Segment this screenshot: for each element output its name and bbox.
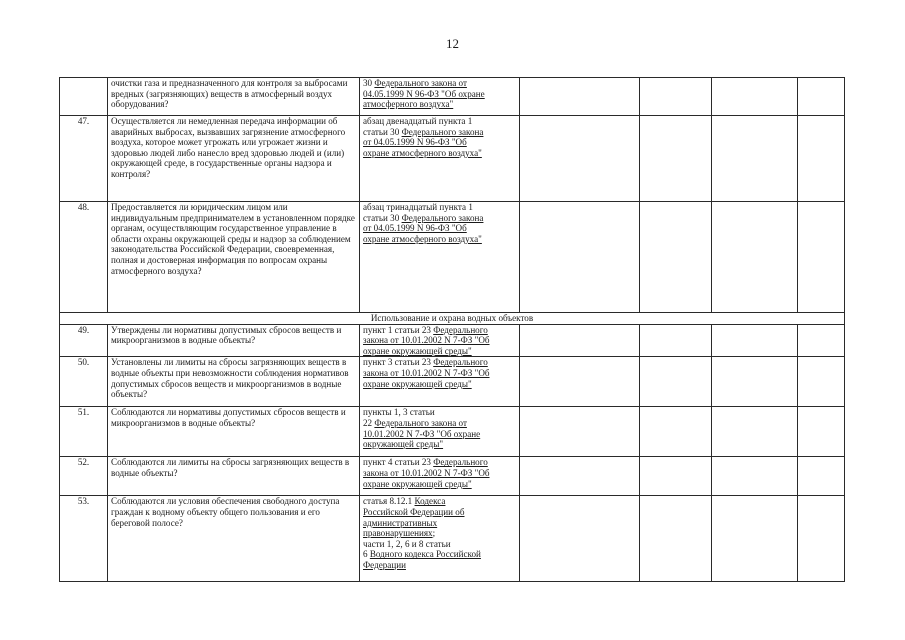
empty-cell bbox=[712, 457, 798, 496]
table-row bbox=[60, 324, 845, 357]
reference-line bbox=[363, 346, 516, 357]
reference-line bbox=[363, 518, 516, 529]
empty-cell bbox=[712, 202, 798, 313]
law-link[interactable]: правонарушениях bbox=[363, 528, 433, 539]
reference-text: пункт 4 статьи 23 bbox=[363, 457, 434, 468]
reference-text: части 1, 2, 6 и 8 статьи bbox=[363, 538, 451, 549]
empty-cell bbox=[798, 496, 845, 582]
reference-text: пункт 1 статьи 23 bbox=[363, 324, 434, 335]
empty-cell bbox=[798, 116, 845, 202]
empty-cell bbox=[520, 202, 640, 313]
table-row bbox=[60, 496, 845, 582]
law-link[interactable]: Федерального закона от bbox=[374, 417, 467, 428]
law-link[interactable]: Водного кодекса Российской bbox=[369, 549, 481, 560]
law-link[interactable]: закона от 10.01.2002 N 7-ФЗ "Об bbox=[363, 367, 490, 378]
law-link[interactable]: Федерального закона bbox=[401, 126, 484, 137]
table-row bbox=[60, 78, 845, 116]
requirement-question: Предоставляется ли юридическим лицом или индивидуальным предпринимателем в установленном порядке органам, осуществляющим государственное управление в области охраны окружающей среды и надзор за соблюдением законодательства Российской Федерации, своевременная, полная и достоверная информация по вопросам охраны атмосферного воздуха? bbox=[108, 202, 360, 313]
reference-line bbox=[363, 507, 516, 518]
reference-text: пункты 1, 3 статьи bbox=[363, 407, 435, 418]
reference-line bbox=[363, 234, 516, 245]
empty-cell bbox=[520, 496, 640, 582]
empty-cell bbox=[520, 357, 640, 407]
law-link[interactable]: Российской Федерации об bbox=[363, 506, 465, 517]
item-number: 53. bbox=[60, 496, 108, 582]
empty-cell bbox=[640, 324, 712, 357]
requirement-question: Утверждены ли нормативы допустимых сбросов веществ и микроорганизмов в водные объекты? bbox=[108, 324, 360, 357]
law-link[interactable]: закона от 10.01.2002 N 7-ФЗ "Об bbox=[363, 335, 490, 346]
reference-line bbox=[363, 325, 516, 336]
law-link[interactable]: охране атмосферного воздуха" bbox=[363, 233, 482, 244]
law-link[interactable]: Федерального закона от bbox=[374, 78, 467, 88]
law-link[interactable]: Федерации bbox=[363, 559, 406, 570]
empty-cell bbox=[640, 357, 712, 407]
reference-line bbox=[363, 379, 516, 390]
empty-cell bbox=[520, 457, 640, 496]
reference-line bbox=[363, 479, 516, 490]
reference-text: 6 bbox=[363, 549, 370, 560]
empty-cell bbox=[640, 496, 712, 582]
reference-text: абзац тринадцатый пункта 1 bbox=[363, 202, 473, 212]
reference-line bbox=[363, 89, 516, 100]
section-title: Использование и охрана водных объектов bbox=[60, 313, 845, 325]
requirement-question: Осуществляется ли немедленная передача информации об аварийных выбросах, вызвавших загрязнение атмосферного воздуха, которое может угрожать или угрожает жизни и здоровью людей либо нанесло вред здоровью людей и (или) окружающей среде, в государственные органы надзора и контроля? bbox=[108, 116, 360, 202]
table-row bbox=[60, 116, 845, 202]
reference-text: 30 bbox=[363, 78, 375, 88]
requirement-question: Установлены ли лимиты на сбросы загрязняющих веществ в водные объекты при невозможности соблюдения нормативов допустимых сбросов веществ и микроорганизмов в водные объекты? bbox=[108, 357, 360, 407]
table-row bbox=[60, 202, 845, 313]
empty-cell bbox=[712, 324, 798, 357]
empty-cell bbox=[798, 202, 845, 313]
reference-line bbox=[363, 223, 516, 234]
legal-reference bbox=[360, 407, 520, 457]
reference-line bbox=[363, 560, 516, 571]
empty-cell bbox=[712, 357, 798, 407]
empty-cell bbox=[712, 78, 798, 116]
reference-line bbox=[363, 202, 516, 213]
law-link[interactable]: Федерального bbox=[433, 457, 488, 468]
legal-reference bbox=[360, 78, 520, 116]
empty-cell bbox=[640, 78, 712, 116]
law-link[interactable]: Федерального bbox=[433, 324, 488, 335]
law-link[interactable]: от 04.05.1999 N 96-ФЗ "Об bbox=[363, 137, 467, 148]
reference-line bbox=[363, 78, 516, 89]
reference-line bbox=[363, 335, 516, 346]
empty-cell bbox=[640, 116, 712, 202]
item-number: 52. bbox=[60, 457, 108, 496]
legal-reference bbox=[360, 496, 520, 582]
reference-line bbox=[363, 496, 516, 507]
law-link[interactable]: Кодекса bbox=[414, 496, 446, 507]
law-link[interactable]: Федерального bbox=[433, 357, 488, 368]
empty-cell bbox=[520, 407, 640, 457]
reference-text: 22 bbox=[363, 417, 375, 428]
table-row bbox=[60, 407, 845, 457]
reference-line bbox=[363, 528, 516, 539]
law-link[interactable]: административных bbox=[363, 517, 438, 528]
reference-line bbox=[363, 116, 516, 127]
legal-reference bbox=[360, 116, 520, 202]
law-link[interactable]: охране окружающей среды" bbox=[363, 345, 472, 356]
empty-cell bbox=[712, 496, 798, 582]
law-link[interactable]: Федерального закона bbox=[401, 212, 484, 223]
reference-line bbox=[363, 357, 516, 368]
legal-reference bbox=[360, 324, 520, 357]
table-row bbox=[60, 357, 845, 407]
reference-text: ; bbox=[432, 528, 436, 539]
item-number: 48. bbox=[60, 202, 108, 313]
law-link[interactable]: 10.01.2002 N 7-ФЗ "Об охране bbox=[363, 428, 481, 439]
reference-line bbox=[363, 213, 516, 224]
law-link[interactable]: атмосферного воздуха" bbox=[363, 99, 454, 110]
law-link[interactable]: охране окружающей среды" bbox=[363, 478, 472, 489]
law-link[interactable]: охране атмосферного воздуха" bbox=[363, 147, 482, 158]
law-link[interactable]: закона от 10.01.2002 N 7-ФЗ "Об bbox=[363, 467, 490, 478]
item-number: 51. bbox=[60, 407, 108, 457]
item-number: 49. bbox=[60, 324, 108, 357]
empty-cell bbox=[798, 407, 845, 457]
requirement-question: Соблюдаются ли нормативы допустимых сбросов веществ и микроорганизмов в водные объекты? bbox=[108, 407, 360, 457]
empty-cell bbox=[798, 357, 845, 407]
law-link[interactable]: от 04.05.1999 N 96-ФЗ "Об bbox=[363, 223, 467, 234]
item-number: 50. bbox=[60, 357, 108, 407]
reference-line bbox=[363, 368, 516, 379]
law-link[interactable]: окружающей среды" bbox=[363, 439, 444, 450]
empty-cell bbox=[520, 116, 640, 202]
empty-cell bbox=[640, 407, 712, 457]
reference-text: статья 8.12.1 bbox=[363, 496, 415, 507]
reference-text: абзац двенадцатый пункта 1 bbox=[363, 116, 473, 126]
legal-reference bbox=[360, 357, 520, 407]
reference-line bbox=[363, 468, 516, 479]
empty-cell bbox=[712, 407, 798, 457]
reference-line bbox=[363, 127, 516, 138]
empty-cell bbox=[640, 202, 712, 313]
empty-cell bbox=[640, 457, 712, 496]
empty-cell bbox=[520, 78, 640, 116]
law-link[interactable]: 04.05.1999 N 96-ФЗ "Об охране bbox=[363, 88, 485, 99]
legal-reference bbox=[360, 202, 520, 313]
empty-cell bbox=[712, 116, 798, 202]
reference-line bbox=[363, 439, 516, 450]
reference-text: пункт 3 статьи 23 bbox=[363, 357, 434, 368]
page-number: 12 bbox=[446, 36, 459, 51]
legal-reference bbox=[360, 457, 520, 496]
reference-line bbox=[363, 457, 516, 468]
reference-line bbox=[363, 148, 516, 159]
reference-text: статьи 30 bbox=[363, 126, 402, 137]
section-row bbox=[60, 313, 845, 325]
empty-cell bbox=[798, 457, 845, 496]
reference-line bbox=[363, 407, 516, 418]
reference-line bbox=[363, 429, 516, 440]
reference-line bbox=[363, 549, 516, 560]
requirement-question: очистки газа и предназначенного для контроля за выбросами вредных (загрязняющих) веществ в атмосферный воздух оборудования? bbox=[108, 78, 360, 116]
table-row bbox=[60, 457, 845, 496]
item-number bbox=[60, 78, 108, 116]
requirement-question: Соблюдаются ли условия обеспечения свободного доступа граждан к водному объекту общего пользования и его береговой полосе? bbox=[108, 496, 360, 582]
reference-line bbox=[363, 539, 516, 550]
checklist-table bbox=[59, 77, 845, 582]
reference-text: статьи 30 bbox=[363, 212, 402, 223]
item-number: 47. bbox=[60, 116, 108, 202]
reference-line bbox=[363, 137, 516, 148]
reference-line bbox=[363, 99, 516, 110]
law-link[interactable]: охране окружающей среды" bbox=[363, 378, 472, 389]
empty-cell bbox=[798, 324, 845, 357]
requirement-question: Соблюдаются ли лимиты на сбросы загрязняющих веществ в водные объекты? bbox=[108, 457, 360, 496]
empty-cell bbox=[798, 78, 845, 116]
reference-line bbox=[363, 418, 516, 429]
empty-cell bbox=[520, 324, 640, 357]
